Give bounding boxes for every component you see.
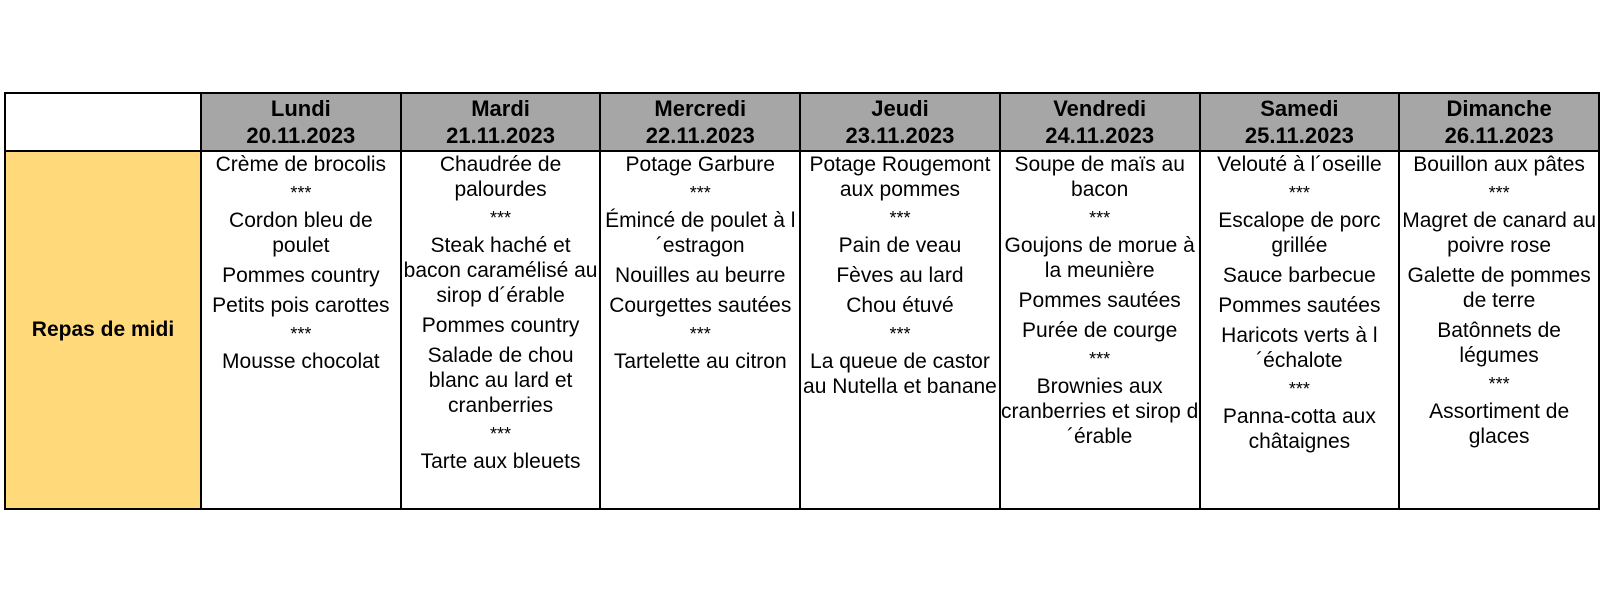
menu-cell-jeudi [800, 151, 1000, 509]
day-name: Dimanche [1446, 96, 1552, 121]
menu-cell-lundi [201, 151, 401, 509]
menu-item: Crème de brocolis [215, 153, 387, 176]
day-header-lundi [201, 93, 401, 151]
menu-item: Tartelette au citron [613, 350, 787, 373]
course-separator: *** [1089, 208, 1111, 228]
day-name: Vendredi [1053, 96, 1147, 121]
day-header-mardi [401, 93, 601, 151]
day-date: 25.11.2023 [1244, 123, 1354, 148]
day-header-dimanche [1399, 93, 1599, 151]
menu-cell-vendredi [1000, 151, 1200, 509]
menu-item: Pommes sautées [1018, 289, 1181, 312]
menu-item: Cordon bleu de poulet [229, 209, 373, 257]
menu-item: Velouté à l´oseille [1217, 153, 1382, 176]
menu-item: Pommes sautées [1218, 294, 1381, 317]
menu-cell-dimanche [1399, 151, 1599, 509]
menu-item: Panna-cotta aux châtaignes [1222, 405, 1376, 453]
menu-item: Escalope de porc grillée [1218, 209, 1381, 257]
day-date: 24.11.2023 [1045, 123, 1155, 148]
course-separator: *** [1089, 349, 1111, 369]
course-separator: *** [1288, 379, 1310, 399]
menu-item: Nouilles au beurre [615, 264, 786, 287]
menu-item: Émincé de poulet à l´estragon [605, 209, 796, 257]
menu-item: Galette de pommes de terre [1407, 264, 1591, 312]
day-date: 23.11.2023 [845, 123, 955, 148]
menu-item: Fèves au lard [836, 264, 964, 287]
menu-item: Batônnets de légumes [1437, 319, 1561, 367]
menu-item: Pommes country [222, 264, 380, 287]
menu-item: Steak haché et bacon caramélisé au sirop d´érable [403, 234, 598, 307]
day-header-mercredi [600, 93, 800, 151]
menu-item: La queue de castor au Nutella et banane [803, 350, 997, 398]
menu-item: Bouillon aux pâtes [1413, 153, 1585, 176]
day-name: Lundi [270, 96, 331, 121]
menu-item: Assortiment de glaces [1429, 400, 1570, 448]
menu-item: Pommes country [421, 314, 580, 337]
day-header-jeudi [800, 93, 1000, 151]
lunch-row [5, 151, 1599, 509]
corner-cell [5, 93, 201, 151]
day-date: 26.11.2023 [1444, 123, 1554, 148]
course-separator: *** [490, 208, 512, 228]
menu-item: Brownies aux cranberries et sirop d´érable [1001, 375, 1199, 448]
course-separator: *** [290, 324, 312, 344]
menu-item: Chaudrée de palourdes [439, 153, 562, 201]
menu-item: Potage Garbure [625, 153, 775, 176]
course-separator: *** [889, 208, 911, 228]
course-separator: *** [490, 424, 512, 444]
menu-item: Sauce barbecue [1222, 264, 1376, 287]
course-separator: *** [290, 183, 312, 203]
weekly-menu-table [4, 92, 1600, 510]
course-separator: *** [1488, 374, 1510, 394]
day-name: Mercredi [654, 96, 747, 121]
menu-item: Purée de courge [1022, 319, 1178, 342]
menu-item: Soupe de maïs au bacon [1014, 153, 1185, 201]
menu-item: Goujons de morue à la meunière [1004, 234, 1195, 282]
menu-item: Magret de canard au poivre rose [1402, 209, 1596, 257]
day-date: 20.11.2023 [246, 123, 356, 148]
menu-cell-mercredi [600, 151, 800, 509]
menu-item: Chou étuvé [846, 294, 954, 317]
course-separator: *** [889, 324, 911, 344]
menu-item: Pain de veau [838, 234, 962, 257]
day-date: 21.11.2023 [446, 123, 555, 148]
menu-item: Mousse chocolat [222, 350, 380, 373]
menu-cell-mardi [401, 151, 601, 509]
menu-cell-samedi [1200, 151, 1400, 509]
menu-item: Salade de chou blanc au lard et cranberries [427, 344, 574, 417]
header-row [5, 93, 1599, 151]
day-header-vendredi [1000, 93, 1200, 151]
course-separator: *** [689, 183, 711, 203]
day-header-samedi [1200, 93, 1400, 151]
course-separator: *** [1288, 183, 1310, 203]
menu-item: Tarte aux bleuets [420, 450, 581, 473]
day-name: Samedi [1260, 96, 1339, 121]
row-label-lunch: Repas de midi [5, 151, 201, 509]
menu-item: Potage Rougemont aux pommes [809, 153, 991, 201]
day-name: Jeudi [871, 96, 929, 121]
day-name: Mardi [471, 96, 530, 121]
menu-item: Petits pois carottes [212, 294, 390, 317]
course-separator: *** [689, 324, 711, 344]
course-separator: *** [1488, 183, 1510, 203]
menu-item: Courgettes sautées [609, 294, 792, 317]
day-date: 22.11.2023 [645, 123, 755, 148]
menu-item: Haricots verts à l´échalote [1221, 324, 1378, 372]
